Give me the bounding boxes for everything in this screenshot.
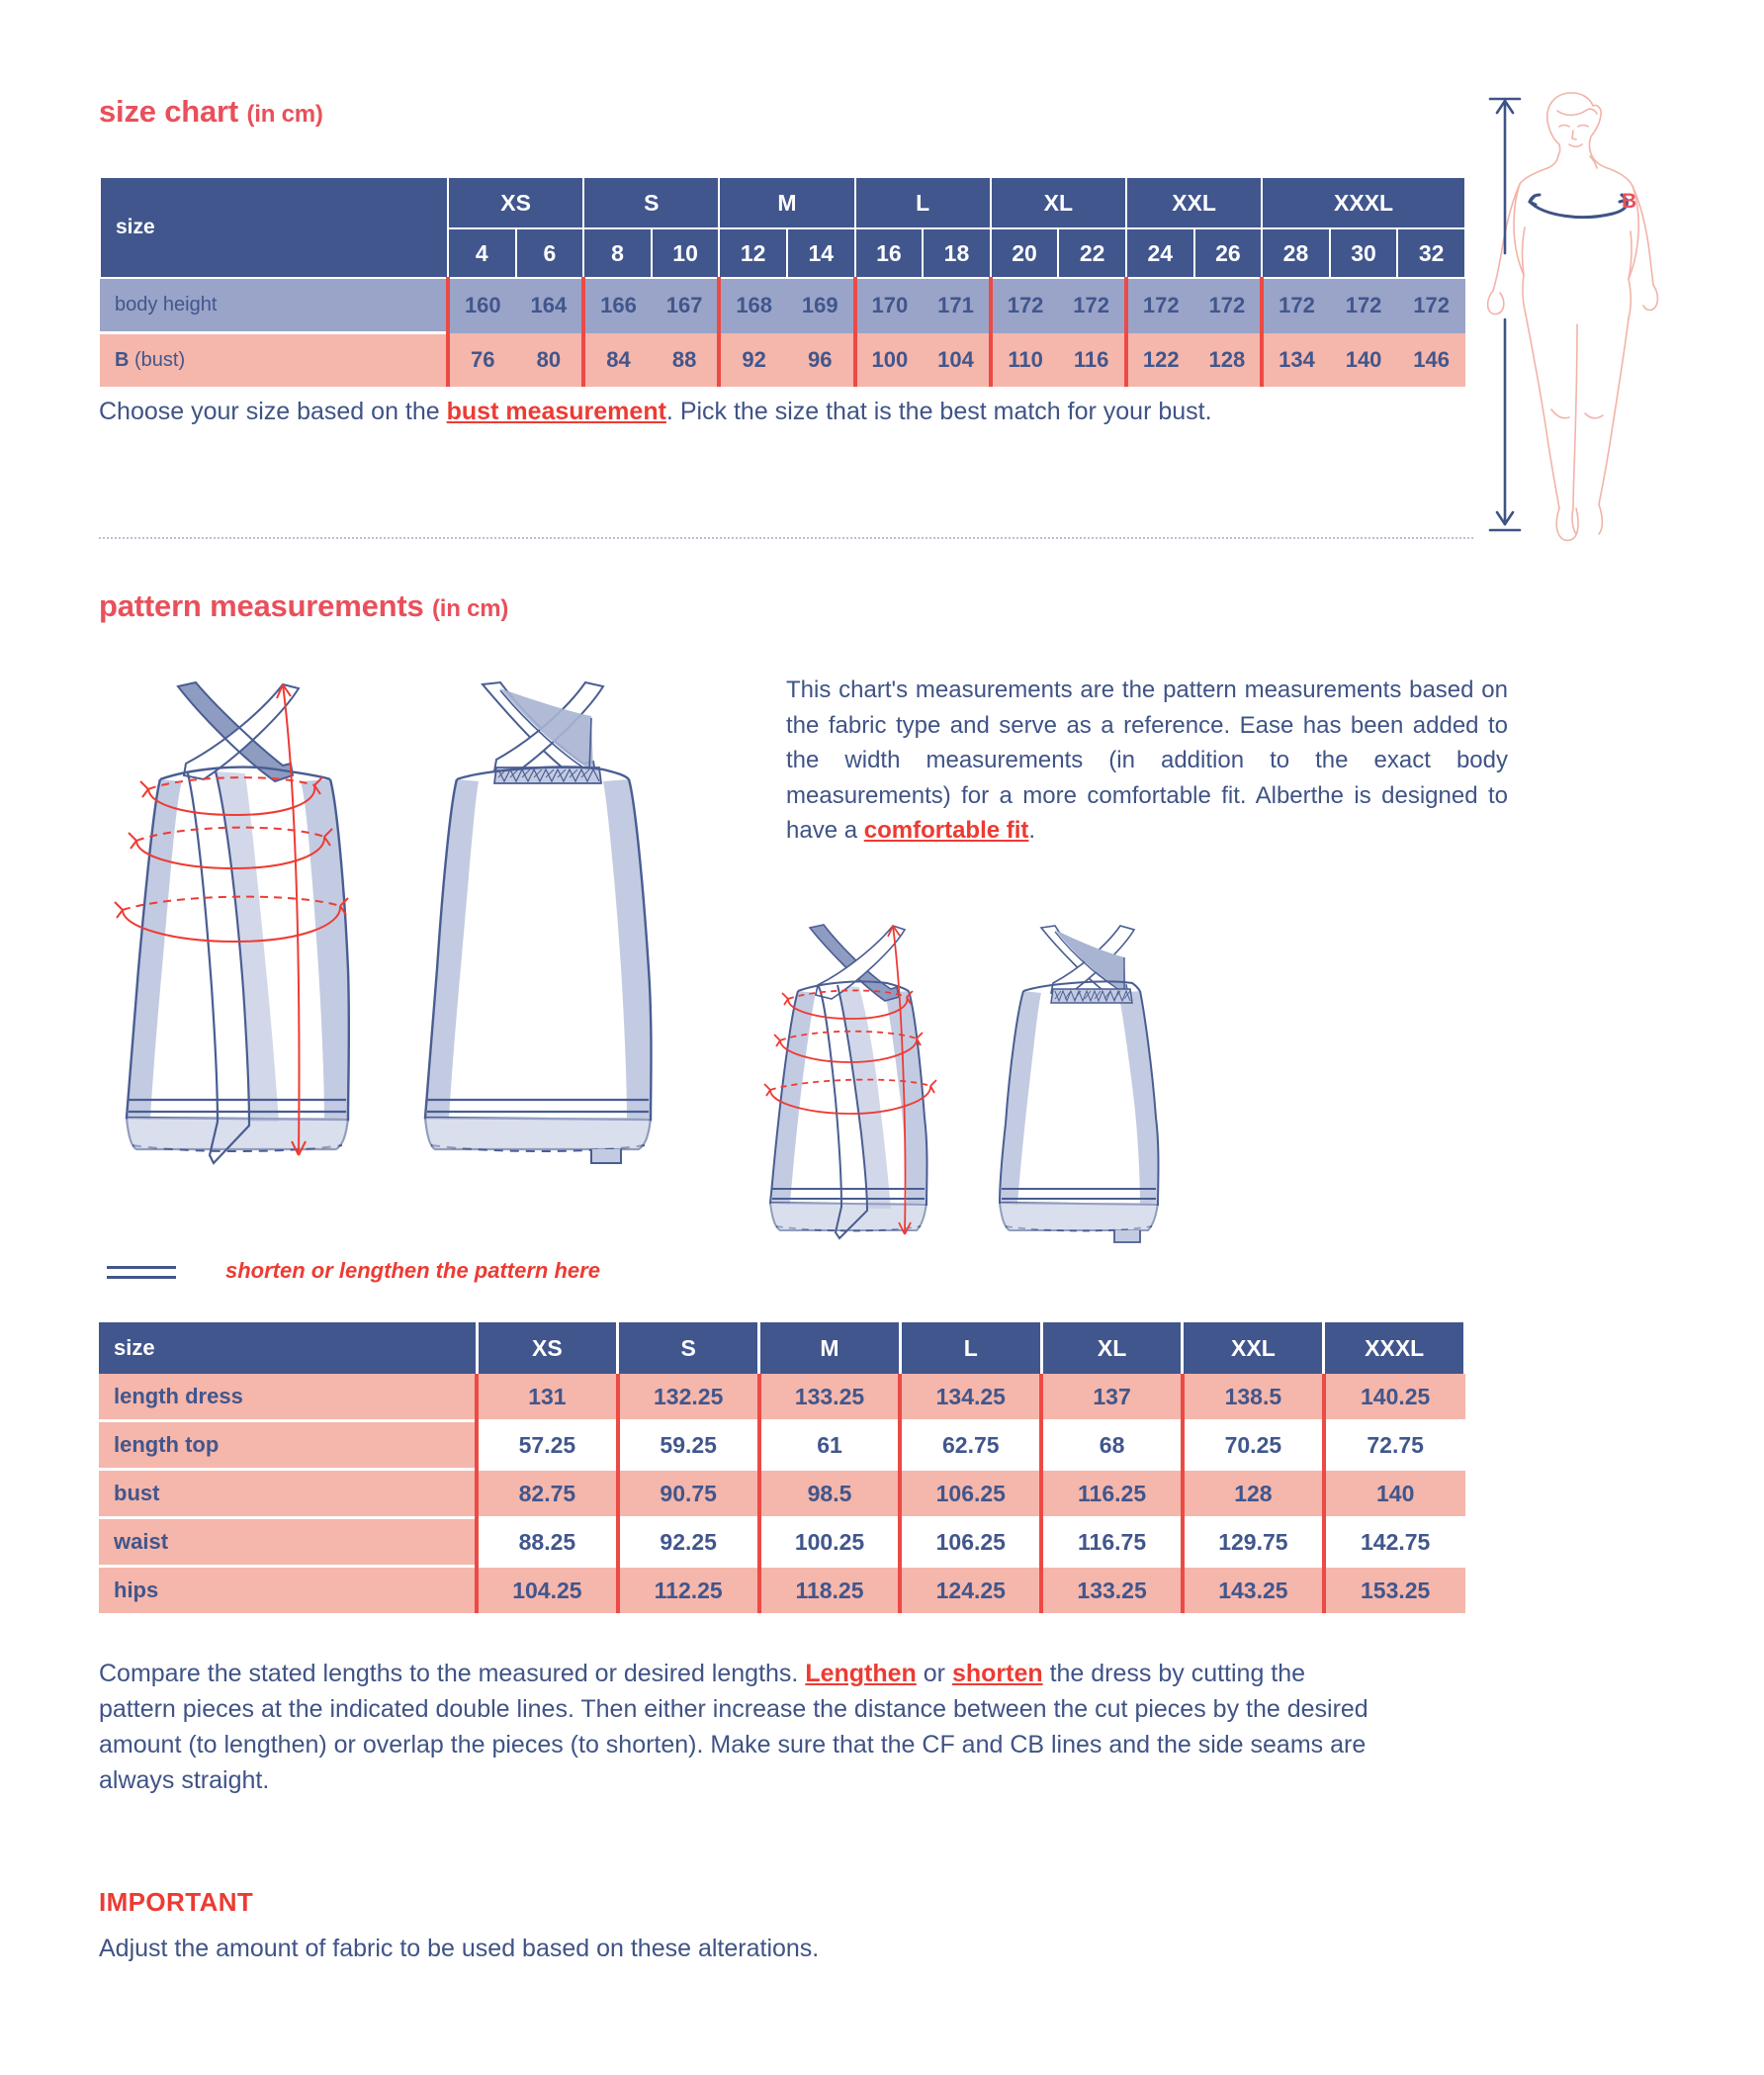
row-label-length-top: length top (99, 1421, 477, 1470)
bust-pattern-l: 106.25 (900, 1470, 1041, 1518)
table-row-length-dress (99, 1374, 1465, 1421)
body-height-xs-6: 164 (516, 278, 584, 333)
body-height-m-12: 168 (719, 278, 787, 333)
important-paragraph: Adjust the amount of fabric to be used based on these alterations. (99, 1935, 820, 1962)
bust-s-10: 88 (652, 333, 720, 388)
pattern-measurements-table (99, 1322, 1466, 1613)
row-label-bust-letter: B (115, 349, 130, 371)
length-top-s: 59.25 (618, 1421, 759, 1470)
lengthen-link[interactable]: Lengthen (805, 1660, 917, 1687)
pattern-col-l: L (900, 1322, 1041, 1374)
body-height-xl-22: 172 (1058, 278, 1126, 333)
size-number-8: 8 (583, 228, 652, 278)
hips-s: 112.25 (618, 1567, 759, 1614)
row-label-bust-pattern: bust (99, 1470, 477, 1518)
pattern-table-header-row (99, 1322, 1465, 1374)
size-group-xs: XS (448, 177, 583, 228)
length-top-l: 62.75 (900, 1421, 1041, 1470)
row-label-hips: hips (99, 1567, 477, 1614)
bust-xs-6: 80 (516, 333, 584, 388)
bust-xxxl-32: 146 (1397, 333, 1465, 388)
size-chart-title-main: size chart (99, 94, 239, 129)
size-number-6: 6 (516, 228, 584, 278)
size-number-12: 12 (719, 228, 787, 278)
body-height-xxl-24: 172 (1126, 278, 1194, 333)
bust-xl-22: 116 (1058, 333, 1126, 388)
length-top-xxxl: 72.75 (1324, 1421, 1465, 1470)
pattern-col-m: M (759, 1322, 901, 1374)
size-chart-size-label: size (100, 177, 448, 278)
size-number-30: 30 (1330, 228, 1398, 278)
length-dress-m: 133.25 (759, 1374, 901, 1421)
body-height-m-14: 169 (787, 278, 855, 333)
table-row-waist (99, 1518, 1465, 1567)
size-number-32: 32 (1397, 228, 1465, 278)
hips-xxl: 143.25 (1183, 1567, 1324, 1614)
pattern-col-xs: XS (477, 1322, 618, 1374)
hips-l: 124.25 (900, 1567, 1041, 1614)
table-row-bust (99, 1470, 1465, 1518)
body-measurement-figure (1478, 77, 1755, 552)
bust-xxl-24: 122 (1126, 333, 1194, 388)
bust-s-8: 84 (583, 333, 652, 388)
compare-text-part2: or (916, 1660, 952, 1687)
shorten-link[interactable]: shorten (951, 1660, 1043, 1687)
hips-xl: 133.25 (1041, 1567, 1183, 1614)
size-group-xl: XL (991, 177, 1126, 228)
dress-technical-drawing (89, 653, 742, 1246)
table-row-body-height (100, 278, 1465, 333)
row-label-body-height: body height (100, 278, 448, 333)
pattern-title-unit: (in cm) (431, 595, 509, 622)
row-label-bust (100, 333, 448, 388)
compare-text-part1: Compare the stated lengths to the measured or desired lengths. (99, 1660, 806, 1687)
body-height-xxxl-30: 172 (1330, 278, 1398, 333)
size-number-28: 28 (1262, 228, 1330, 278)
length-dress-xxxl: 140.25 (1324, 1374, 1465, 1421)
comfortable-fit-link[interactable]: comfortable fit (863, 817, 1029, 845)
bust-pattern-xs: 82.75 (477, 1470, 618, 1518)
size-group-xxxl: XXXL (1262, 177, 1465, 228)
important-heading: IMPORTANT (99, 1887, 254, 1917)
pattern-intro-after: . (1028, 817, 1036, 845)
waist-s: 92.25 (618, 1518, 759, 1567)
row-label-waist: waist (99, 1518, 477, 1567)
choose-size-note-before: Choose your size based on the (99, 398, 447, 425)
legend-label: shorten or lengthen the pattern here (225, 1258, 600, 1283)
pattern-col-xxl: XXL (1183, 1322, 1324, 1374)
bust-pattern-xl: 116.25 (1041, 1470, 1183, 1518)
size-group-xxl: XXL (1126, 177, 1262, 228)
waist-xxxl: 142.75 (1324, 1518, 1465, 1567)
pattern-intro-before: This chart's measurements are the pattern measurements based on the fabric type and serve as a reference. Ease has been added to the width measurements (in addition to the exact body measurements) for a more comfortable fit. Alberthe is designed to have a (786, 677, 1508, 845)
shorten-lengthen-legend (107, 1254, 720, 1294)
section-divider (99, 537, 1473, 539)
waist-xs: 88.25 (477, 1518, 618, 1567)
pattern-title-main: pattern measurements (99, 588, 424, 623)
dress-front-view (127, 682, 349, 1163)
pattern-intro-paragraph (786, 673, 1508, 849)
size-number-14: 14 (787, 228, 855, 278)
waist-xxl: 129.75 (1183, 1518, 1324, 1567)
top-technical-drawing (747, 920, 1300, 1246)
size-number-26: 26 (1194, 228, 1263, 278)
length-dress-s: 132.25 (618, 1374, 759, 1421)
bust-xs-4: 76 (448, 333, 516, 388)
pattern-measurements-title (99, 588, 508, 624)
top-back-view (1000, 926, 1159, 1242)
bust-xl-20: 110 (991, 333, 1059, 388)
length-top-m: 61 (759, 1421, 901, 1470)
length-top-xl: 68 (1041, 1421, 1183, 1470)
bust-pattern-m: 98.5 (759, 1470, 901, 1518)
bust-l-16: 100 (855, 333, 924, 388)
bust-xxl-26: 128 (1194, 333, 1263, 388)
size-chart-title-unit: (in cm) (246, 101, 323, 128)
size-number-18: 18 (923, 228, 991, 278)
size-number-24: 24 (1126, 228, 1194, 278)
bust-m-14: 96 (787, 333, 855, 388)
pattern-size-label: size (99, 1322, 477, 1374)
compare-text-part3: the dress by cutting the pattern pieces at the indicated double lines. Then either increase the distance between the cut pieces by the desired amount (to lengthen) or overlap the pieces (to shorten). Make sure that the CF and CB lines and the side seams are always straight. (99, 1660, 1368, 1794)
size-chart-group-header-row (100, 177, 1465, 228)
body-height-l-16: 170 (855, 278, 924, 333)
size-number-4: 4 (448, 228, 516, 278)
length-dress-l: 134.25 (900, 1374, 1041, 1421)
bust-pattern-xxxl: 140 (1324, 1470, 1465, 1518)
table-row-bust (100, 333, 1465, 388)
choose-size-note-after: . Pick the size that is the best match for your bust. (665, 398, 1212, 425)
waist-xl: 116.75 (1041, 1518, 1183, 1567)
hips-m: 118.25 (759, 1567, 901, 1614)
row-label-bust-word: (bust) (134, 349, 186, 371)
size-group-s: S (583, 177, 719, 228)
body-height-l-18: 171 (923, 278, 991, 333)
bust-xxxl-30: 140 (1330, 333, 1398, 388)
hips-xxxl: 153.25 (1324, 1567, 1465, 1614)
hips-xs: 104.25 (477, 1567, 618, 1614)
size-number-22: 22 (1058, 228, 1126, 278)
bust-measurement-link[interactable]: bust measurement (446, 398, 666, 425)
length-top-xxl: 70.25 (1183, 1421, 1324, 1470)
size-number-20: 20 (991, 228, 1059, 278)
compare-lengths-paragraph (99, 1656, 1374, 1798)
pattern-col-xl: XL (1041, 1322, 1183, 1374)
body-height-s-10: 167 (652, 278, 720, 333)
body-height-xxl-26: 172 (1194, 278, 1263, 333)
double-line-icon (107, 1266, 176, 1276)
waist-l: 106.25 (900, 1518, 1041, 1567)
table-row-length-top (99, 1421, 1465, 1470)
size-chart-table (99, 176, 1466, 387)
dress-back-view (425, 682, 652, 1163)
body-height-xl-20: 172 (991, 278, 1059, 333)
body-height-s-8: 166 (583, 278, 652, 333)
bust-xxxl-28: 134 (1262, 333, 1330, 388)
figure-bust-label: B (1622, 190, 1637, 213)
bust-pattern-xxl: 128 (1183, 1470, 1324, 1518)
body-height-xxxl-32: 172 (1397, 278, 1465, 333)
table-row-hips (99, 1567, 1465, 1614)
length-top-xs: 57.25 (477, 1421, 618, 1470)
body-height-xs-4: 160 (448, 278, 516, 333)
row-label-length-dress: length dress (99, 1374, 477, 1421)
body-height-xxxl-28: 172 (1262, 278, 1330, 333)
size-group-l: L (855, 177, 991, 228)
length-dress-xxl: 138.5 (1183, 1374, 1324, 1421)
bust-m-12: 92 (719, 333, 787, 388)
size-number-16: 16 (855, 228, 924, 278)
size-number-10: 10 (652, 228, 720, 278)
pattern-col-s: S (618, 1322, 759, 1374)
bust-l-18: 104 (923, 333, 991, 388)
waist-m: 100.25 (759, 1518, 901, 1567)
length-dress-xl: 137 (1041, 1374, 1183, 1421)
choose-size-note (99, 396, 1503, 429)
size-group-m: M (719, 177, 854, 228)
pattern-col-xxxl: XXXL (1324, 1322, 1465, 1374)
length-dress-xs: 131 (477, 1374, 618, 1421)
size-chart-title (99, 94, 323, 130)
bust-pattern-s: 90.75 (618, 1470, 759, 1518)
